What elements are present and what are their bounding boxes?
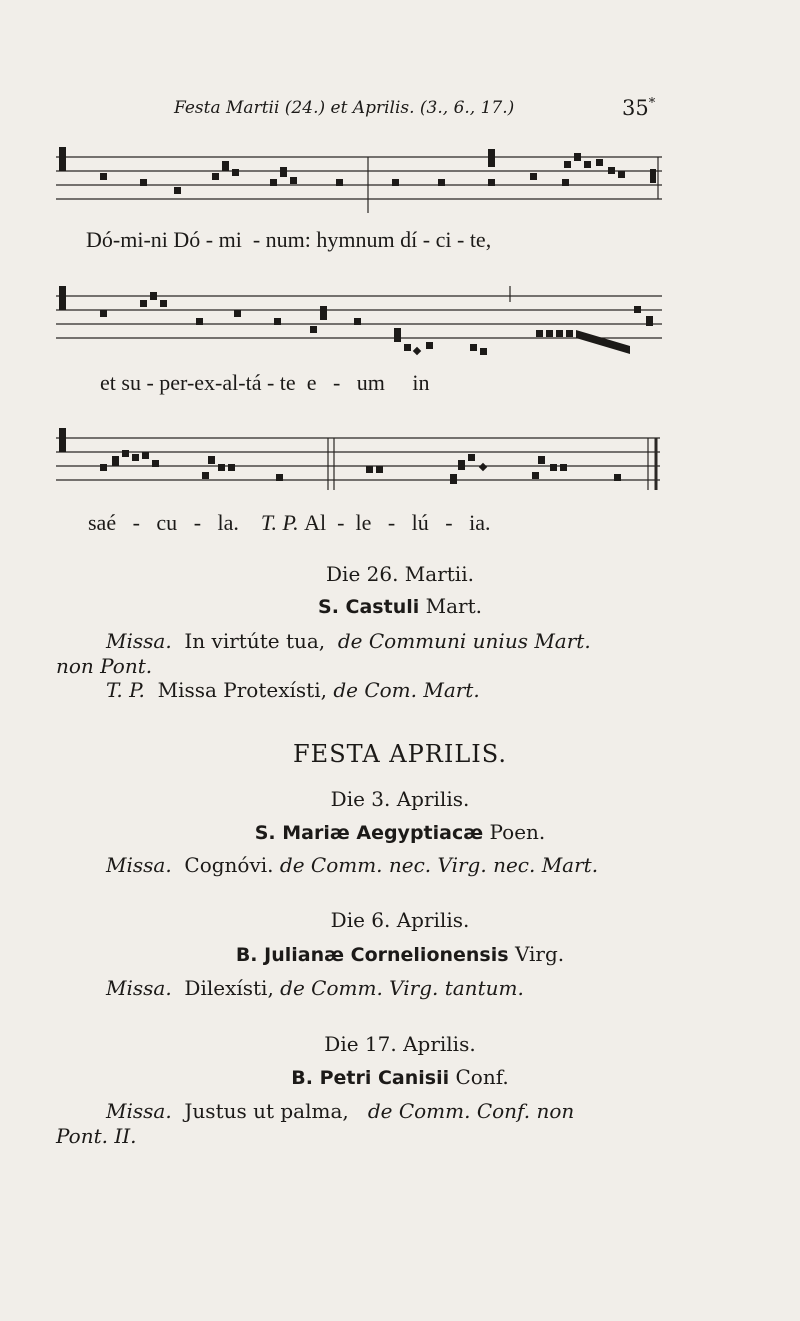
lyrics-line-1: Dó-mi-ni Dó - mi - num: hymnum dí - ci - te, [86,227,492,252]
feast1-name: S. Castuli Mart. [318,594,482,618]
feast4-date: Die 17. Aprilis. [324,1032,476,1056]
feast3-date: Die 6. Aprilis. [330,908,470,932]
feast3-name: B. Julianæ Cornelionensis Virg. [235,942,565,966]
feast1-missa-cont: non Pont. [56,654,153,678]
feast4-name: B. Petri Canisii Conf. [291,1065,509,1089]
feast3-missa: Missa. Dilexísti, de Comm. Virg. tantum. [106,976,524,1000]
feast4-missa: Missa. Justus ut palma, de Comm. Conf. non [106,1099,575,1123]
chant-staff-1 [56,143,668,215]
feast1-missa: Missa. In virtúte tua, de Communi unius Mart. [106,629,591,653]
feast2-missa: Missa. Cognóvi. de Comm. nec. Virg. nec. Mart. [106,853,599,877]
section-title: FESTA APRILIS. [293,740,507,768]
page-number: 35* [622,96,656,120]
running-title: Festa Martii (24.) et Aprilis. (3., 6., 17.) [174,98,515,118]
lyrics-line-2: et su - per-ex-al-tá - te e - um in [100,370,430,395]
chant-staff-3 [56,424,668,500]
feast2-date: Die 3. Aprilis. [330,787,470,811]
feast4-missa-cont: Pont. II. [56,1124,137,1148]
neume-group-3 [59,428,621,484]
feast2-name: S. Mariæ Aegyptiacæ Poen. [254,820,546,844]
feast1-tp: T. P. Missa Protexísti, de Com. Mart. [106,678,480,702]
chant-staff-2 [56,282,668,360]
feast1-date: Die 26. Martii. [326,562,474,586]
lyrics-line-3: saé - cu - la. T. P. Al - le - lú - ia. [88,510,491,535]
